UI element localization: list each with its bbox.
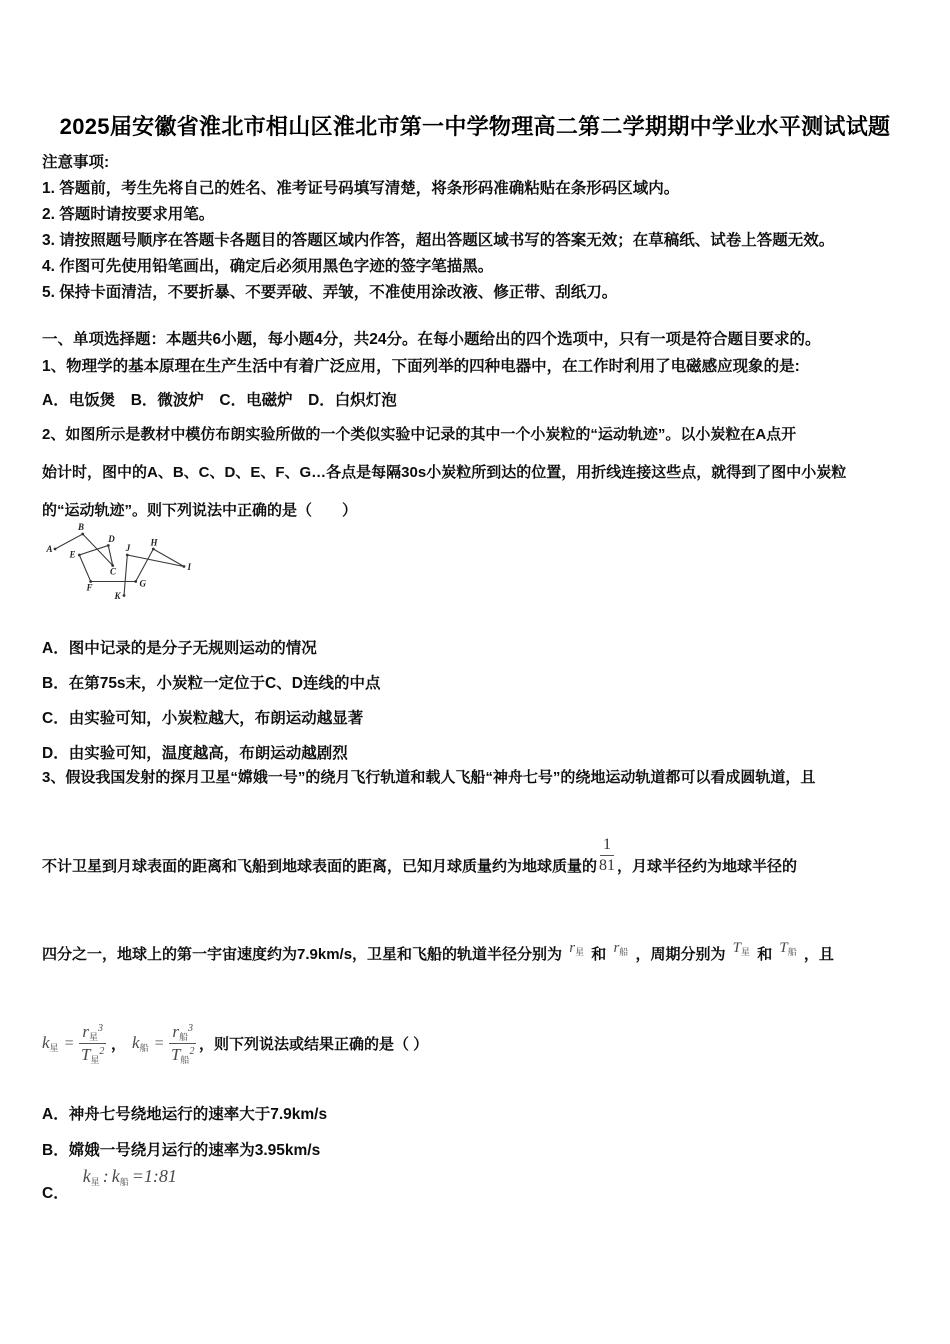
math-k-star: $k_星$ <box>42 1033 59 1054</box>
math-T-ship: $T_船$ <box>779 940 797 957</box>
question-2-line3: 的“运动轨迹”。则下列说法中正确的是（ ） <box>42 502 358 519</box>
question-3-line3-c: ，且 <box>803 946 834 963</box>
question-2-options <box>42 631 380 771</box>
figure-point-label-d: D <box>108 534 115 544</box>
ratio-colon: : <box>102 1166 109 1186</box>
notice-item-1: 1. 答题前，考生先将自己的姓名、准考证号码填写清楚，将条形码准确粘贴在条形码区域内。 <box>42 180 680 197</box>
notice-item-5: 5. 保持卡面清洁，不要折暴、不要弄破、弄皱，不准使用涂改液、修正带、刮纸刀。 <box>42 284 618 301</box>
section-1 <box>42 326 821 414</box>
question-2-option-c: C．由实验可知，小炭粒越大，布朗运动越显著 <box>42 710 364 727</box>
question-3-line3-a: 四分之一，地球上的第一宇宙速度约为7.9km/s，卫星和飞船的轨道半径分别为 <box>42 946 563 963</box>
notice-heading: 注意事项: <box>42 154 110 171</box>
question-3-line1: 3、假设我国发射的探月卫星“嫦娥一号”的绕月飞行轨道和载人飞船“神舟七号”的绕地运动轨道都可以看成圆轨道，且 <box>42 769 816 786</box>
comma-separator: ， <box>111 1036 127 1054</box>
figure-point-label-g: G <box>139 578 146 589</box>
question-3-line3 <box>42 940 834 970</box>
math-k-ship: $k_船$ <box>111 1166 129 1187</box>
brownian-motion-figure <box>44 516 196 608</box>
equals-sign: = <box>153 1034 165 1052</box>
figure-point-label-c: C <box>109 566 117 577</box>
figure-point-label-a: A <box>46 544 53 554</box>
trajectory-polyline <box>55 534 184 596</box>
question-1-options: A．电饭煲 B．微波炉 C．电磁炉 D．白炽灯泡 <box>42 392 397 409</box>
math-k-ship-fraction <box>169 1022 196 1066</box>
math-k-ship: $k_船$ <box>132 1033 149 1054</box>
equals-sign: = <box>63 1034 75 1052</box>
question-2-option-b: B．在第75s末，小炭粒一定位于C、D连线的中点 <box>42 675 381 692</box>
question-3-line2-before: 不计卫星到月球表面的距离和飞船到地球表面的距离，已知月球质量约为地球质量的 <box>42 857 598 875</box>
figure-point-label-f: F <box>86 582 93 593</box>
trajectory-vertices <box>54 533 186 597</box>
question-3-option-a: A．神舟七号绕地运行的速率大于7.9km/s <box>42 1106 328 1123</box>
question-3-line3-b: ，周期分别为 <box>635 946 726 963</box>
question-3-and-2: 和 <box>757 946 773 963</box>
section-1-heading: 一、单项选择题：本题共6小题，每小题4分，共24分。在每小题给出的四个选项中，只有一项是符合题目要求的。 <box>42 331 821 348</box>
figure-point-label-b: B <box>77 522 85 532</box>
fraction-1-81 <box>599 836 615 876</box>
option-c-label: C． <box>42 1185 69 1202</box>
fraction-denominator: 81 <box>599 857 616 875</box>
figure-point-label-e: E <box>69 549 76 560</box>
question-3-formula-tail: ，则下列说法或结果正确的是（ ） <box>199 1036 429 1054</box>
math-k-star: $k_星$ <box>82 1166 100 1187</box>
question-2-line1: 2、如图所示是教材中模仿布朗实验所做的一个类似实验中记录的其中一个小炭粒的“运动轨迹”。以小炭粒在A点开 <box>42 426 797 443</box>
math-r-star: $r_星$ <box>569 940 585 957</box>
question-3-and-1: 和 <box>591 946 607 963</box>
figure-point-label-h: H <box>150 537 158 548</box>
question-2-option-a: A．图中记录的是分子无规则运动的情况 <box>42 640 317 657</box>
math-k-star-fraction <box>79 1022 106 1066</box>
fraction-numerator: $r_星^3$ <box>79 1022 106 1044</box>
math-ratio-k-star-k-ship <box>83 1166 180 1188</box>
fraction-denominator: $T_星^2$ <box>80 1045 105 1066</box>
ratio-result: =1:81 <box>131 1166 177 1186</box>
math-T-star: $T_星$ <box>732 940 751 957</box>
question-2-line2: 始计时，图中的A、B、C、D、E、F、G…各点是每隔30s小炭粒所到达的位置，用折线连接这些点，就得到了图中小炭粒 <box>42 464 847 481</box>
fraction-numerator: 1 <box>600 836 614 856</box>
question-3-formula-row <box>42 1022 428 1066</box>
question-1-text: 1、物理学的基本原理在生产生活中有着广泛应用，下面列举的四种电器中，在工作时利用了电磁感应现象的是: <box>42 358 800 375</box>
figure-point-label-i: I <box>187 562 192 572</box>
notice-item-3: 3. 请按照题号顺序在答题卡各题目的答题区域内作答，超出答题区域书写的答案无效；在草稿纸、试卷上答题无效。 <box>42 232 835 249</box>
fraction-numerator: $r_船^3$ <box>169 1022 196 1044</box>
notice-section <box>42 150 834 306</box>
question-3-line2-after: ，月球半径约为地球半径的 <box>617 857 798 875</box>
question-3-line2 <box>42 836 797 876</box>
exam-title: 2025届安徽省淮北市相山区淮北市第一中学物理高二第二学期期中学业水平测试试题 <box>59 114 891 139</box>
figure-point-label-j: J <box>125 543 131 553</box>
fraction-denominator: $T_船^2$ <box>170 1045 195 1066</box>
question-2-text <box>42 416 846 530</box>
notice-item-2: 2. 答题时请按要求用笔。 <box>42 206 215 223</box>
notice-item-4: 4. 作图可先使用铅笔画出，确定后必须用黑色字迹的签字笔描黑。 <box>42 258 494 275</box>
question-2-option-d: D．由实验可知，温度越高，布朗运动越剧烈 <box>42 745 348 762</box>
question-3-option-b: B．嫦娥一号绕月运行的速率为3.95km/s <box>42 1142 321 1159</box>
math-r-ship: $r_船$ <box>613 940 629 957</box>
question-3-option-c <box>42 1166 180 1203</box>
figure-point-label-k: K <box>114 591 121 601</box>
